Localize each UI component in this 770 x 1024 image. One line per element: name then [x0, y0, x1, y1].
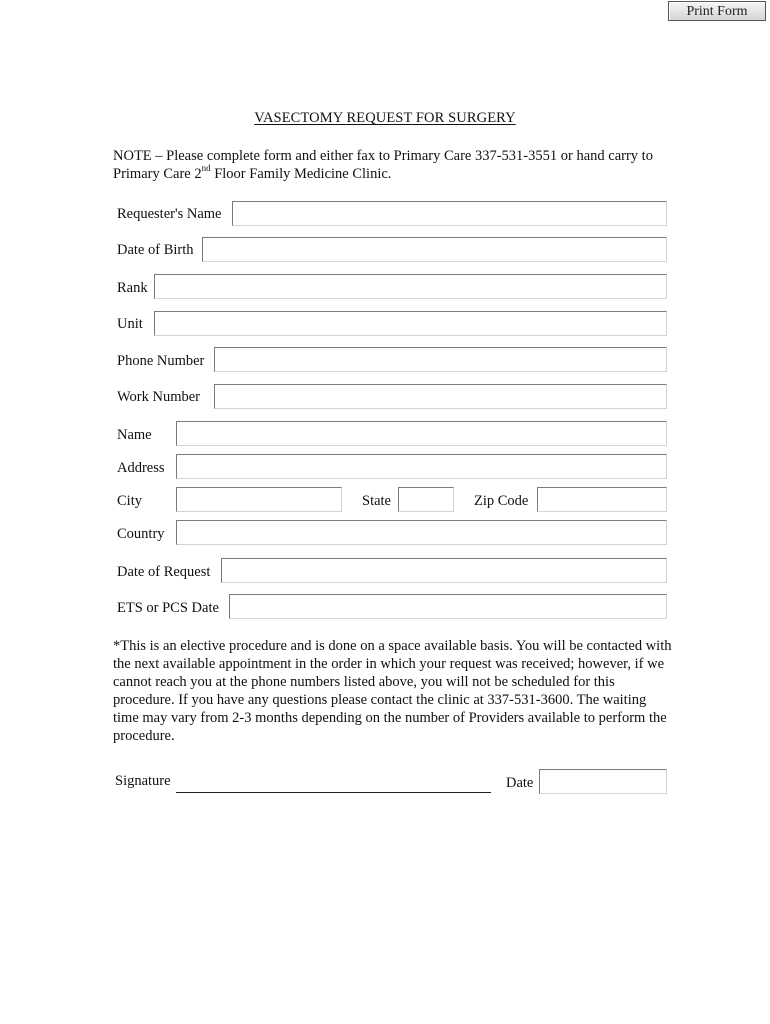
- zip-code-field[interactable]: [537, 487, 667, 512]
- note-text-part2: Floor Family Medicine Clinic.: [210, 166, 392, 182]
- ets-pcs-date-field[interactable]: [229, 594, 667, 619]
- date-of-birth-label: Date of Birth: [117, 242, 194, 258]
- rank-label: Rank: [117, 280, 148, 296]
- address-field[interactable]: [176, 454, 667, 479]
- note-superscript: nd: [201, 163, 211, 174]
- name-field[interactable]: [176, 421, 667, 446]
- phone-number-field[interactable]: [214, 347, 667, 372]
- rank-field[interactable]: [154, 274, 667, 299]
- ets-pcs-date-label: ETS or PCS Date: [117, 600, 219, 616]
- unit-field[interactable]: [154, 311, 667, 336]
- note-text-part1: NOTE – Please complete form and either fax to Primary Care 337-531-3551 or hand carry to Primary Care 2: [113, 148, 653, 182]
- form-title: VASECTOMY REQUEST FOR SURGERY: [254, 110, 516, 126]
- name-label: Name: [117, 427, 152, 443]
- date-of-birth-field[interactable]: [202, 237, 667, 262]
- zip-code-label: Zip Code: [474, 493, 529, 509]
- address-label: Address: [117, 460, 165, 476]
- date-field[interactable]: [539, 769, 667, 794]
- requester-name-field[interactable]: [232, 201, 667, 226]
- work-number-field[interactable]: [214, 384, 667, 409]
- print-form-button[interactable]: Print Form: [668, 1, 766, 21]
- form-note: [113, 147, 673, 183]
- work-number-label: Work Number: [117, 389, 200, 405]
- requester-name-label: Requester's Name: [117, 206, 222, 222]
- signature-label: Signature: [115, 773, 171, 789]
- unit-label: Unit: [117, 316, 143, 332]
- city-label: City: [117, 493, 142, 509]
- country-field[interactable]: [176, 520, 667, 545]
- phone-number-label: Phone Number: [117, 353, 205, 369]
- date-label: Date: [506, 775, 534, 791]
- disclaimer-text: *This is an elective procedure and is done on a space available basis. You will be contacted with the next available appointment in the order in which your request was received; however, if we cannot reach you at the phone numbers listed above, you will not be scheduled for this procedure. If you have any questions please contact the clinic at 337-531-3600. The waiting time may vary from 2-3 months depending on the number of Providers available to perform the procedure.: [113, 638, 672, 744]
- signature-line[interactable]: [176, 792, 491, 793]
- country-label: Country: [117, 526, 165, 542]
- date-of-request-field[interactable]: [221, 558, 667, 583]
- state-field[interactable]: [398, 487, 454, 512]
- state-label: State: [362, 493, 391, 509]
- date-of-request-label: Date of Request: [117, 564, 211, 580]
- city-field[interactable]: [176, 487, 342, 512]
